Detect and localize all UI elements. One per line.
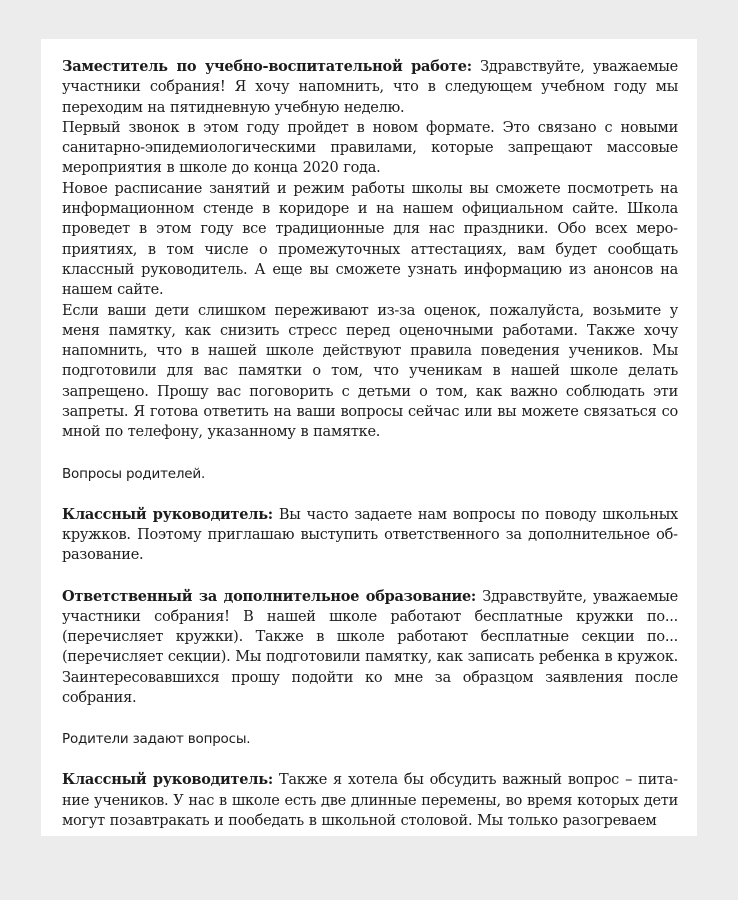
document-page — [41, 39, 697, 836]
stage-note-parent-questions: Вопросы родителей. — [62, 465, 206, 482]
spacer — [62, 749, 678, 770]
paragraph-extra-education — [62, 587, 678, 709]
stage-note-parents-ask: Родители задают вопросы. — [62, 731, 251, 748]
paragraph-deputy-intro — [62, 57, 678, 118]
speaker-extra-education: Ответственный за дополнительное образование: — [62, 587, 477, 605]
speaker-deputy: Заместитель по учебно-воспитательной работе: — [62, 58, 472, 75]
spacer — [62, 708, 678, 729]
paragraph-grades-stress: Если ваши дети слишком переживают из-за оценок, пожалуйста, возьмите у меня памятку, как снизить стресс перед оценочными работами. Также хочу напомнить, что в нашей школе действуют правила поведения учеников. Мы подготовили для вас памятки о том, что ученикам в нашей школе делать запрещено. Прошу вас поговорить с детьми о том, как важно соблюдать эти запреты. Я готова ответить на ваши вопросы сейчас или вы можете связаться со мной по телефону, указанному в памятке. — [62, 302, 678, 441]
paragraph-class-teacher-nutrition — [62, 770, 678, 831]
paragraph-first-bell: Первый звонок в этом году пройдет в новом формате. Это связано с новыми санитарно-эпидемиологическими правилами, которые запрещают массовые мероприятия в школе до конца 2020 года. — [62, 119, 678, 177]
paragraph-class-teacher-clubs — [62, 505, 678, 566]
document-content — [62, 57, 678, 831]
spacer — [62, 443, 678, 464]
speaker-class-teacher-2: Классный руководитель: — [62, 771, 273, 789]
speaker-class-teacher: Классный руководитель: — [62, 505, 273, 523]
class-teacher-text-2: Также я хотела бы обсудить важный вопрос – питание учеников. У нас в школе есть две длинные перемены, во время которых дети могут позавтракать и пообедать в школьной столовой. Мы только разогреваем — [62, 772, 678, 829]
extra-education-text: Здравствуйте, уважаемые участники собрания! В нашей школе работают бесплатные кружки по... (перечисляет кружки). Также в школе работают бесплатные секции по... (перечисляет секции). Мы подготовили памятку, как записать ребенка в кружок. Заинтересовавшихся прошу подойти ко мне за образцом заявления после собрания. — [62, 588, 678, 707]
deputy-text-1: Здравствуйте, уважаемые участники собрания! Я хочу напомнить, что в следующем учебном году мы переходим на пятидневную учебную неделю. — [62, 59, 678, 116]
spacer — [62, 566, 678, 587]
class-teacher-text-1: Вы часто задаете нам вопросы по поводу школьных кружков. Поэтому приглашаю выступить ответственного за дополнительное образование. — [62, 506, 678, 564]
spacer — [62, 484, 678, 505]
paragraph-schedule: Новое расписание занятий и режим работы школы вы сможете посмотреть на информационном стенде в коридоре и на нашем официальном сайте. Школа проведет в этом году все традиционные для нас праздники. Обо всех мероприятиях, в том числе о промежуточных аттестациях, вам будет сообщать классный руководитель. А еще вы сможете узнать информацию из анонсов на нашем сайте. — [62, 180, 678, 299]
